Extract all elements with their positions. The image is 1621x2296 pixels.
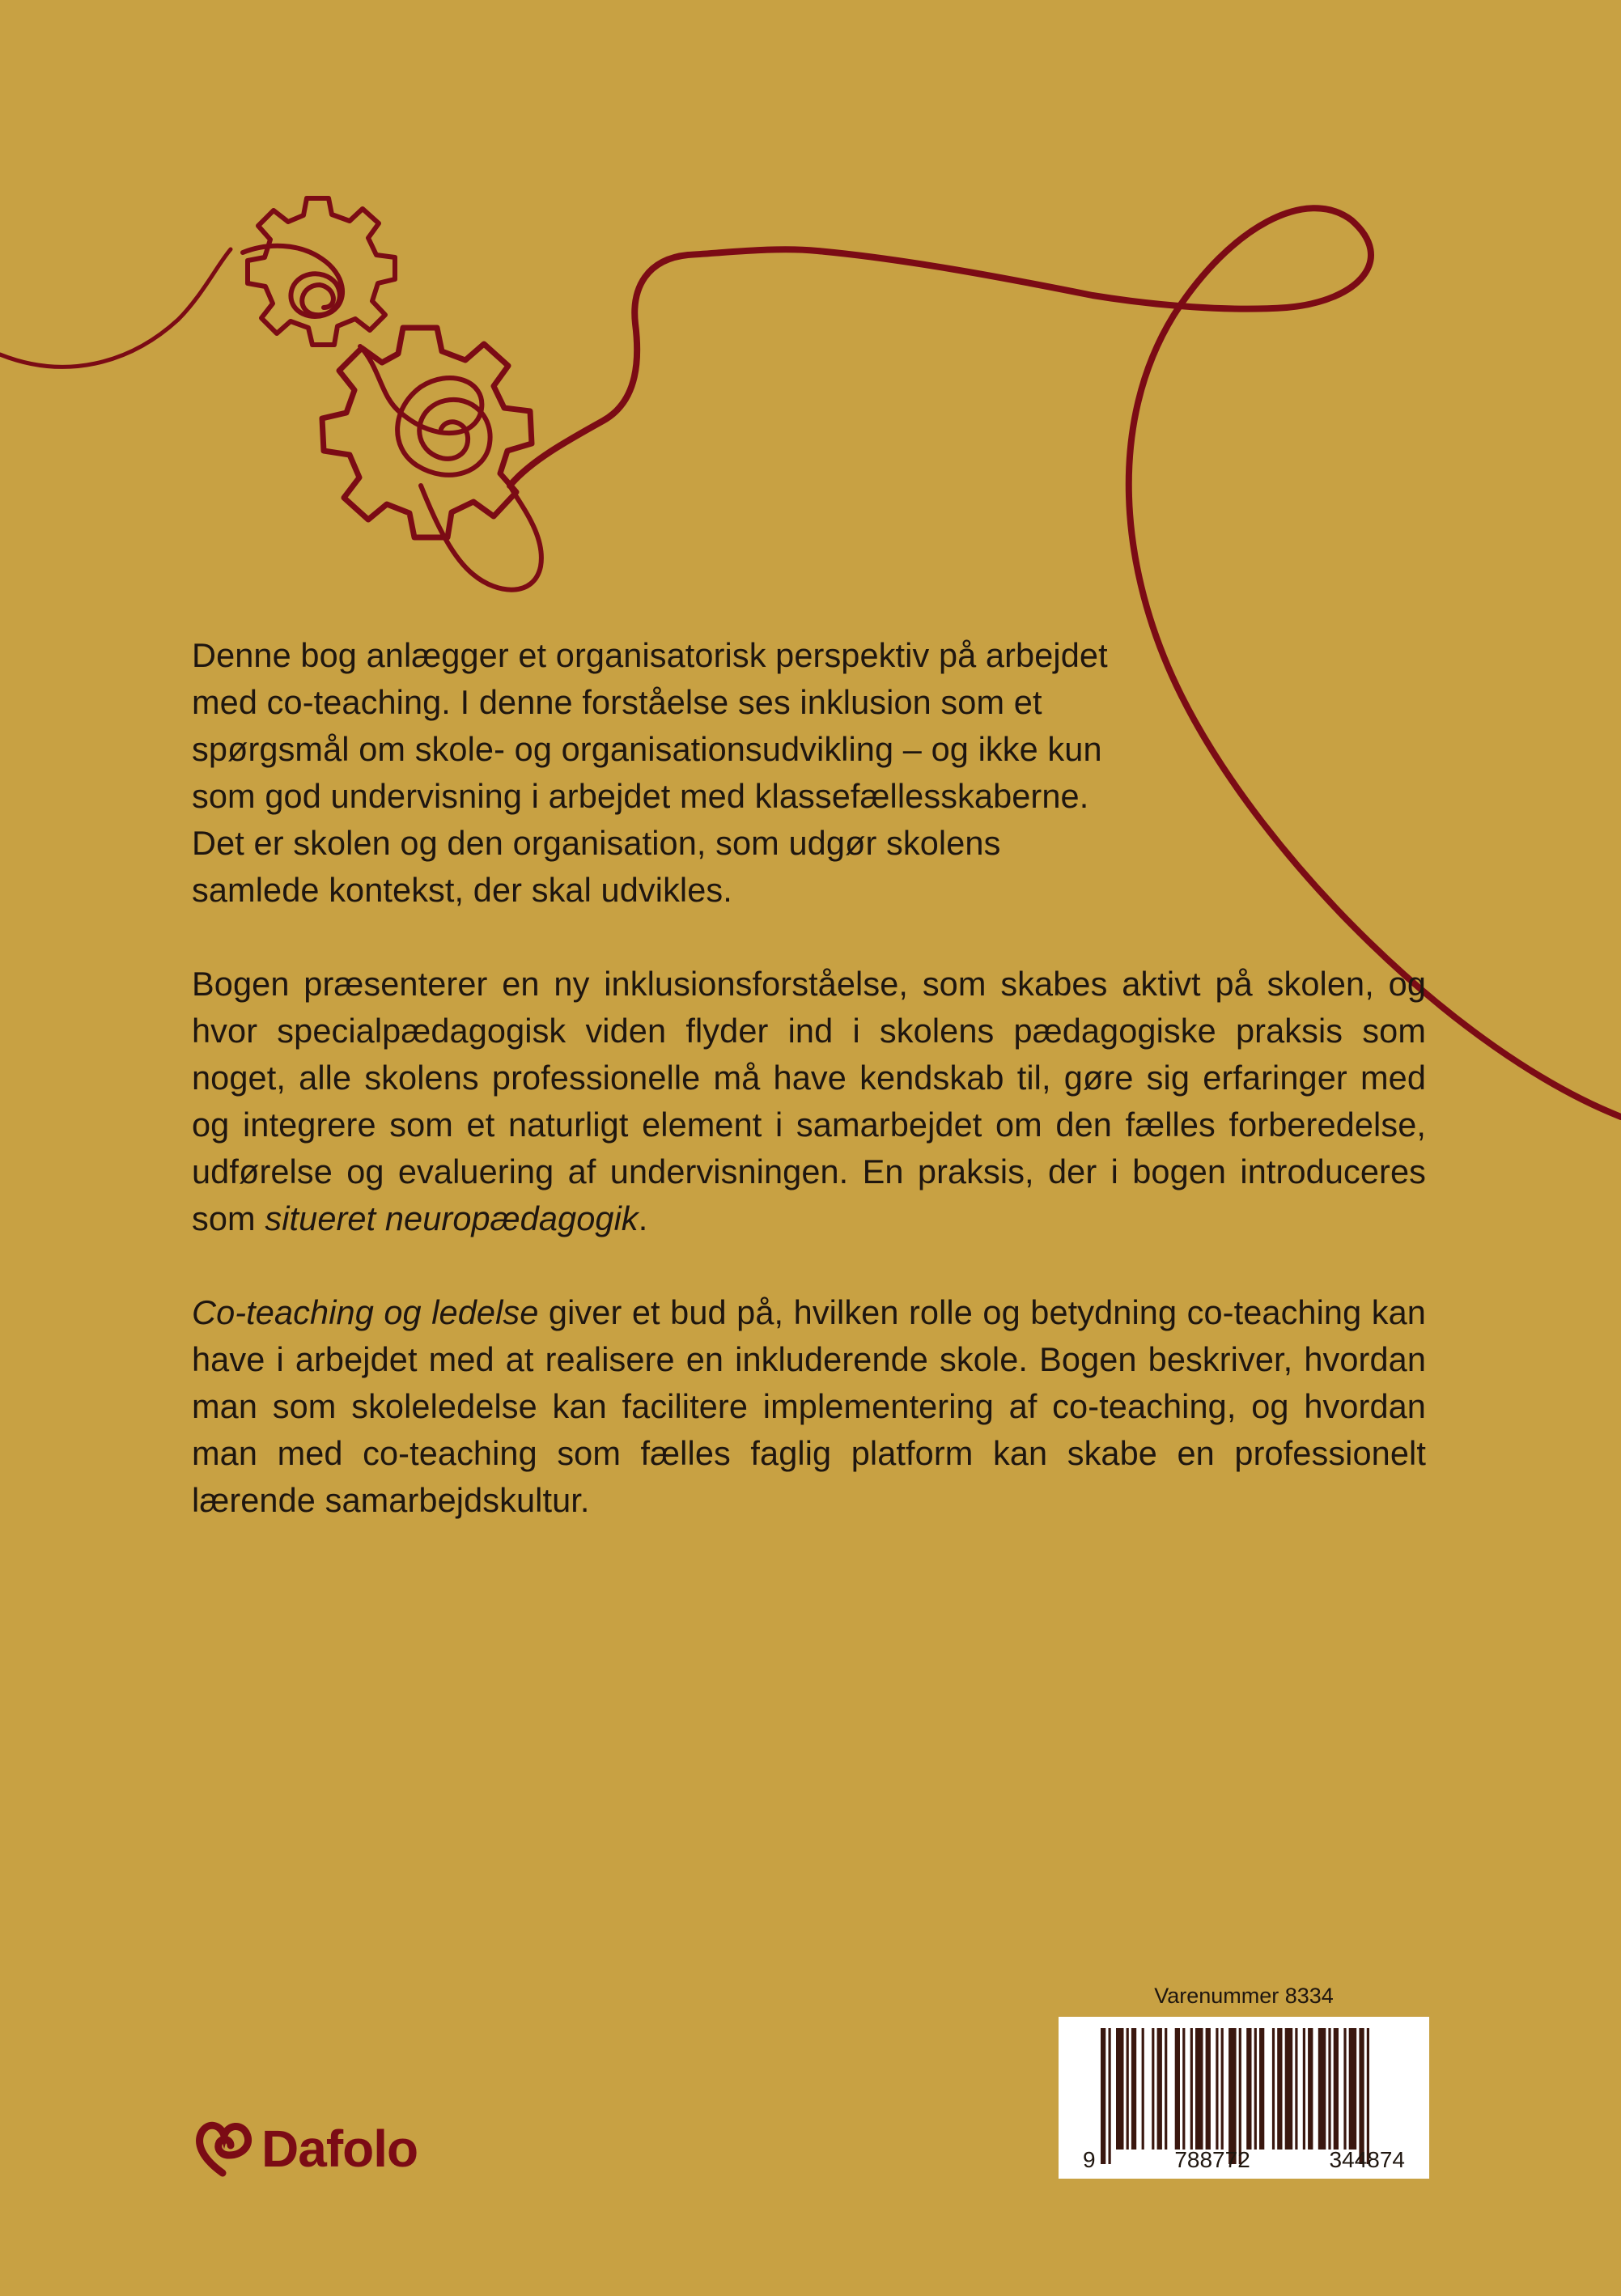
- barcode-bar: [1131, 2028, 1136, 2150]
- barcode-bar: [1116, 2028, 1124, 2150]
- barcode-bar: [1367, 2028, 1369, 2164]
- barcode-bar: [1216, 2028, 1218, 2150]
- barcode-bar: [1101, 2028, 1105, 2164]
- barcode-bar: [1228, 2028, 1237, 2164]
- barcode-bar: [1254, 2028, 1257, 2150]
- barcode-bar: [1246, 2028, 1251, 2150]
- dafolo-logo-icon: [192, 2118, 253, 2179]
- barcode-digits-left: 788772: [1174, 2147, 1250, 2172]
- paragraph-1: Denne bog anlægger et organisatorisk perspektiv på arbejdet med co-teaching. I denne forståelse ses inklusion som et spørgsmål om skole- og organisationsudvikling – og ikke kun som god undervisning i arbejdet med klassefællesskaberne. Det er skolen og den organisation, som udgør skolens samlede kontekst, der skal udvikles.: [192, 636, 1108, 909]
- barcode-digits: [1083, 2148, 1405, 2172]
- small-scribble: [243, 246, 342, 316]
- barcode-bar: [1343, 2028, 1346, 2150]
- barcode-bar: [1285, 2028, 1293, 2150]
- thread-line: [0, 249, 231, 367]
- paragraph-3-text: giver et bud på, hvilken rolle og betydning co-teaching kan have i arbejdet med at realisere en inkluderende skole. Bogen beskriver, hvordan man som skoleledelse kan facilitere implementering af co-teaching, og hvordan man med co-teaching som fælles faglig platform kan skabe en professionelt lærende samarbejdskultur.: [192, 1293, 1426, 1519]
- barcode-bar: [1295, 2028, 1297, 2150]
- paragraph-2: [192, 961, 1426, 1242]
- barcode-bar: [1206, 2028, 1211, 2150]
- barcode-bar: [1195, 2028, 1203, 2150]
- barcode-digit-first: 9: [1083, 2147, 1096, 2172]
- barcode-bar: [1127, 2028, 1129, 2150]
- paragraph-2-italic: situeret neuropædagogik: [265, 1199, 639, 1237]
- product-number: Varenummer 8334: [1154, 1984, 1334, 2008]
- brand-name: Dafolo: [261, 2120, 418, 2178]
- barcode-bar: [1359, 2028, 1364, 2164]
- large-scribble: [360, 346, 490, 475]
- barcode-bar: [1259, 2028, 1264, 2150]
- paragraph-3-italic-title: Co-teaching og ledelse: [192, 1293, 539, 1331]
- barcode: [1059, 2017, 1429, 2179]
- barcode-bar: [1318, 2028, 1326, 2150]
- small-gear-icon: [248, 198, 395, 345]
- barcode-bar: [1109, 2028, 1111, 2164]
- barcode-bar: [1277, 2028, 1282, 2150]
- paragraph-2-end: .: [638, 1199, 648, 1237]
- barcode-bar: [1221, 2028, 1224, 2150]
- barcode-block: [1059, 1983, 1429, 2179]
- barcode-bar: [1349, 2028, 1357, 2150]
- barcode-bar: [1303, 2028, 1305, 2150]
- barcode-bar: [1182, 2028, 1185, 2150]
- barcode-bar: [1190, 2028, 1193, 2150]
- barcode-bar: [1308, 2028, 1313, 2150]
- paragraph-3: [192, 1289, 1426, 1524]
- large-gear-icon: [322, 328, 532, 537]
- paragraph-2-text: Bogen præsenterer en ny inklusionsforståelse, som skabes aktivt på skolen, og hvor specialpædagogisk viden flyder ind i skolens pædagogiske praksis som noget, alle skolens professionelle må have kendskab til, gøre sig erfaringer med og integrere som et naturligt element i samarbejdet om den fælles forberedelse, udførelse og evaluering af undervisningen. En praksis, der i bogen introduceres som: [192, 965, 1426, 1237]
- barcode-bar: [1175, 2028, 1180, 2150]
- barcode-digits-right: 344874: [1329, 2147, 1405, 2172]
- lower-loop: [421, 486, 541, 590]
- barcode-bar: [1328, 2028, 1330, 2150]
- back-cover-text: [192, 632, 1426, 1571]
- barcode-bar: [1272, 2028, 1275, 2150]
- barcode-bar: [1239, 2028, 1241, 2164]
- publisher-logo: [192, 2114, 418, 2184]
- barcode-bar: [1142, 2028, 1144, 2150]
- barcode-bar: [1334, 2028, 1339, 2150]
- barcode-bar: [1152, 2028, 1154, 2150]
- barcode-bar: [1165, 2028, 1167, 2150]
- barcode-bar: [1157, 2028, 1162, 2150]
